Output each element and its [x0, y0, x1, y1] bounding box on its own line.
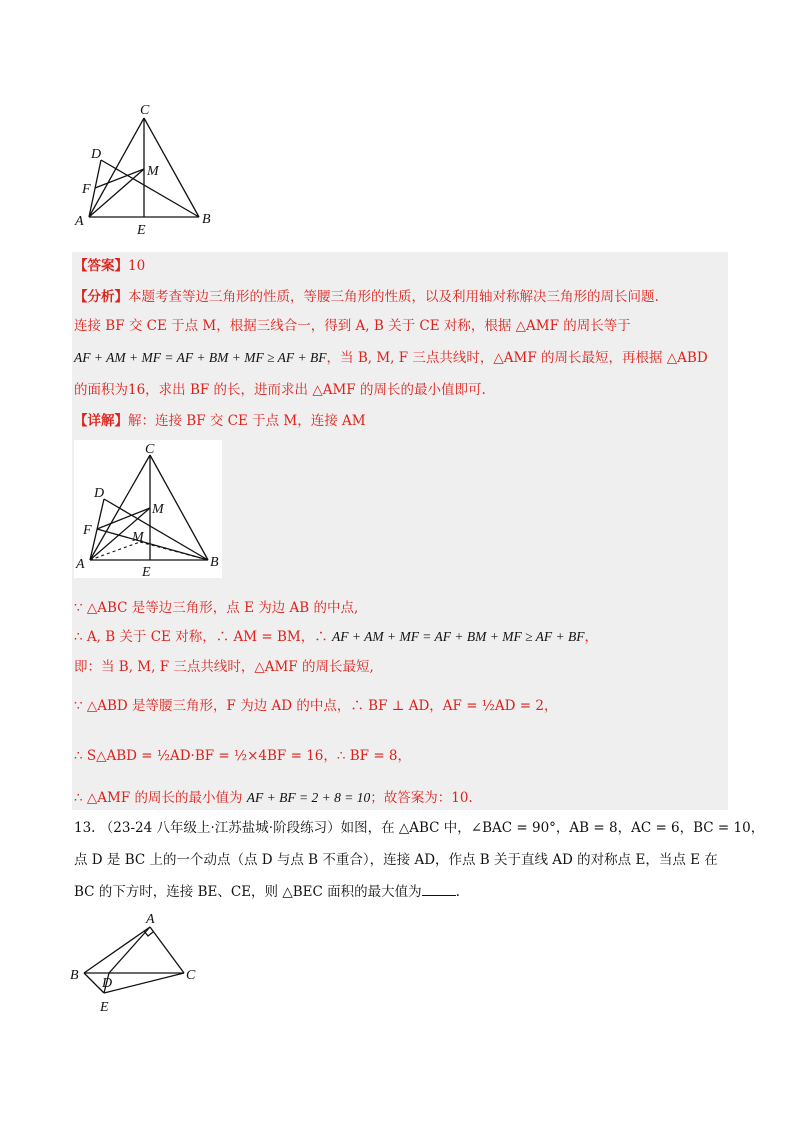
- label-B-2: B: [210, 555, 219, 570]
- step-6-math: AF + BF = 2 + 8 = 10: [246, 790, 371, 805]
- label-D: D: [91, 147, 102, 162]
- problem-text-3: BC 的下方时，连接 BE、CE，则 △BEC 面积的最大值为: [74, 884, 422, 900]
- label-F: F: [82, 182, 91, 197]
- step-5: ∴ S△ABD = ½AD·BF = ½×4BF = 16，∴ BF = 8，: [74, 748, 412, 764]
- label-M-2: M: [152, 502, 164, 517]
- geometry-diagram-3: [66, 905, 216, 1020]
- analysis-line-3: [74, 348, 708, 368]
- label-B-3: B: [70, 968, 79, 983]
- answer-tag: 【答案】: [74, 258, 128, 274]
- analysis-line-4: 的面积为16，求出 BF 的长，进而求出 △AMF 的周长的最小值即可.: [74, 382, 486, 398]
- geometry-diagram-1: [70, 100, 230, 240]
- problem-text-1: 如图，在 △ABC 中，∠BAC = 90°，AB = 8，AC = 6，BC = 10，: [340, 820, 765, 836]
- detail-tag: 【详解】: [74, 413, 128, 429]
- segment-AB: [84, 927, 150, 973]
- problem-13-line-2: 点 D 是 BC 上的一个动点（点 D 与点 B 不重合），连接 AD，作点 B 关于直线 AD 的对称点 E，当点 E 在: [74, 852, 718, 868]
- label-C-3: C: [186, 968, 196, 983]
- label-C: C: [140, 103, 150, 118]
- label-C-2: C: [145, 442, 155, 457]
- figure-triangle-1: [70, 100, 230, 240]
- segment-CE: [104, 973, 184, 993]
- label-E: E: [137, 223, 146, 238]
- segment-FM: [95, 169, 144, 188]
- analysis-line-1: [74, 287, 659, 307]
- step-1: ∵ △ABC 是等边三角形，点 E 为边 AB 的中点,: [74, 600, 359, 616]
- step-2-text: ∴ A, B 关于 CE 对称，∴ AM = BM，∴: [74, 629, 332, 645]
- problem-number: 13.: [74, 820, 96, 836]
- detail-text-1: 解：连接 BF 交 CE 于点 M，连接 AM: [128, 413, 366, 429]
- label-M-prime: M: [132, 530, 144, 545]
- label-A: A: [75, 214, 84, 229]
- detail-line-1: [74, 411, 366, 431]
- label-D-2: D: [94, 486, 105, 501]
- analysis-tag: 【分析】: [74, 289, 128, 305]
- figure-triangle-2: [74, 440, 222, 578]
- label-E-3: E: [100, 1000, 109, 1015]
- analysis-text-1: 本题考查等边三角形的性质，等腰三角形的性质，以及利用轴对称解决三角形的周长问题.: [128, 289, 659, 305]
- problem-source: （23-24 八年级上·江苏盐城·阶段练习）: [99, 820, 341, 836]
- label-A-2: A: [76, 557, 85, 572]
- label-F-2: F: [83, 523, 92, 538]
- label-M: M: [147, 164, 159, 179]
- problem-13-line-1: [74, 818, 764, 838]
- geometry-diagram-2: [74, 440, 222, 578]
- answer-blank[interactable]: [422, 883, 456, 896]
- problem-13-line-3: [74, 882, 460, 902]
- segment-BE: [84, 973, 104, 993]
- problem-text-3-end: .: [455, 884, 460, 900]
- label-B: B: [202, 212, 211, 227]
- step-2-math: AF + AM + MF = AF + BM + MF ≥ AF + BF: [331, 629, 585, 644]
- answer-line: [74, 256, 145, 276]
- step-6-end: ；故答案为：10.: [370, 790, 473, 806]
- segment-AC: [150, 927, 184, 973]
- segment-AD: [109, 927, 150, 973]
- step-6-text: ∴ △AMF 的周长的最小值为: [74, 790, 247, 806]
- label-D-3: D: [102, 976, 113, 991]
- segment-FB-2: [97, 529, 208, 560]
- step-2-end: ，: [584, 629, 599, 645]
- step-4: ∵ △ABD 是等腰三角形，F 为边 AD 的中点，∴ BF ⊥ AD，AF = ½AD = 2，: [74, 698, 558, 714]
- step-3: 即：当 B, M, F 三点共线时，△AMF 的周长最短,: [74, 659, 374, 675]
- step-2: [74, 627, 598, 647]
- figure-problem-13: [66, 905, 216, 1020]
- label-A-3: A: [146, 912, 155, 927]
- analysis-math-inequality: AF + AM + MF = AF + BM + MF ≥ AF + BF: [74, 350, 327, 365]
- label-E-2: E: [142, 565, 151, 578]
- step-6: [74, 788, 473, 808]
- answer-value: 10: [128, 258, 146, 274]
- segment-AC: [89, 118, 144, 217]
- right-angle-mark: [144, 931, 153, 936]
- analysis-text-3: ，当 B, M, F 三点共线时，△AMF 的周长最短，再根据 △ABD: [326, 350, 708, 366]
- analysis-line-2: 连接 BF 交 CE 于点 M，根据三线合一，得到 A, B 关于 CE 对称，根据 △AMF 的周长等于: [74, 318, 631, 334]
